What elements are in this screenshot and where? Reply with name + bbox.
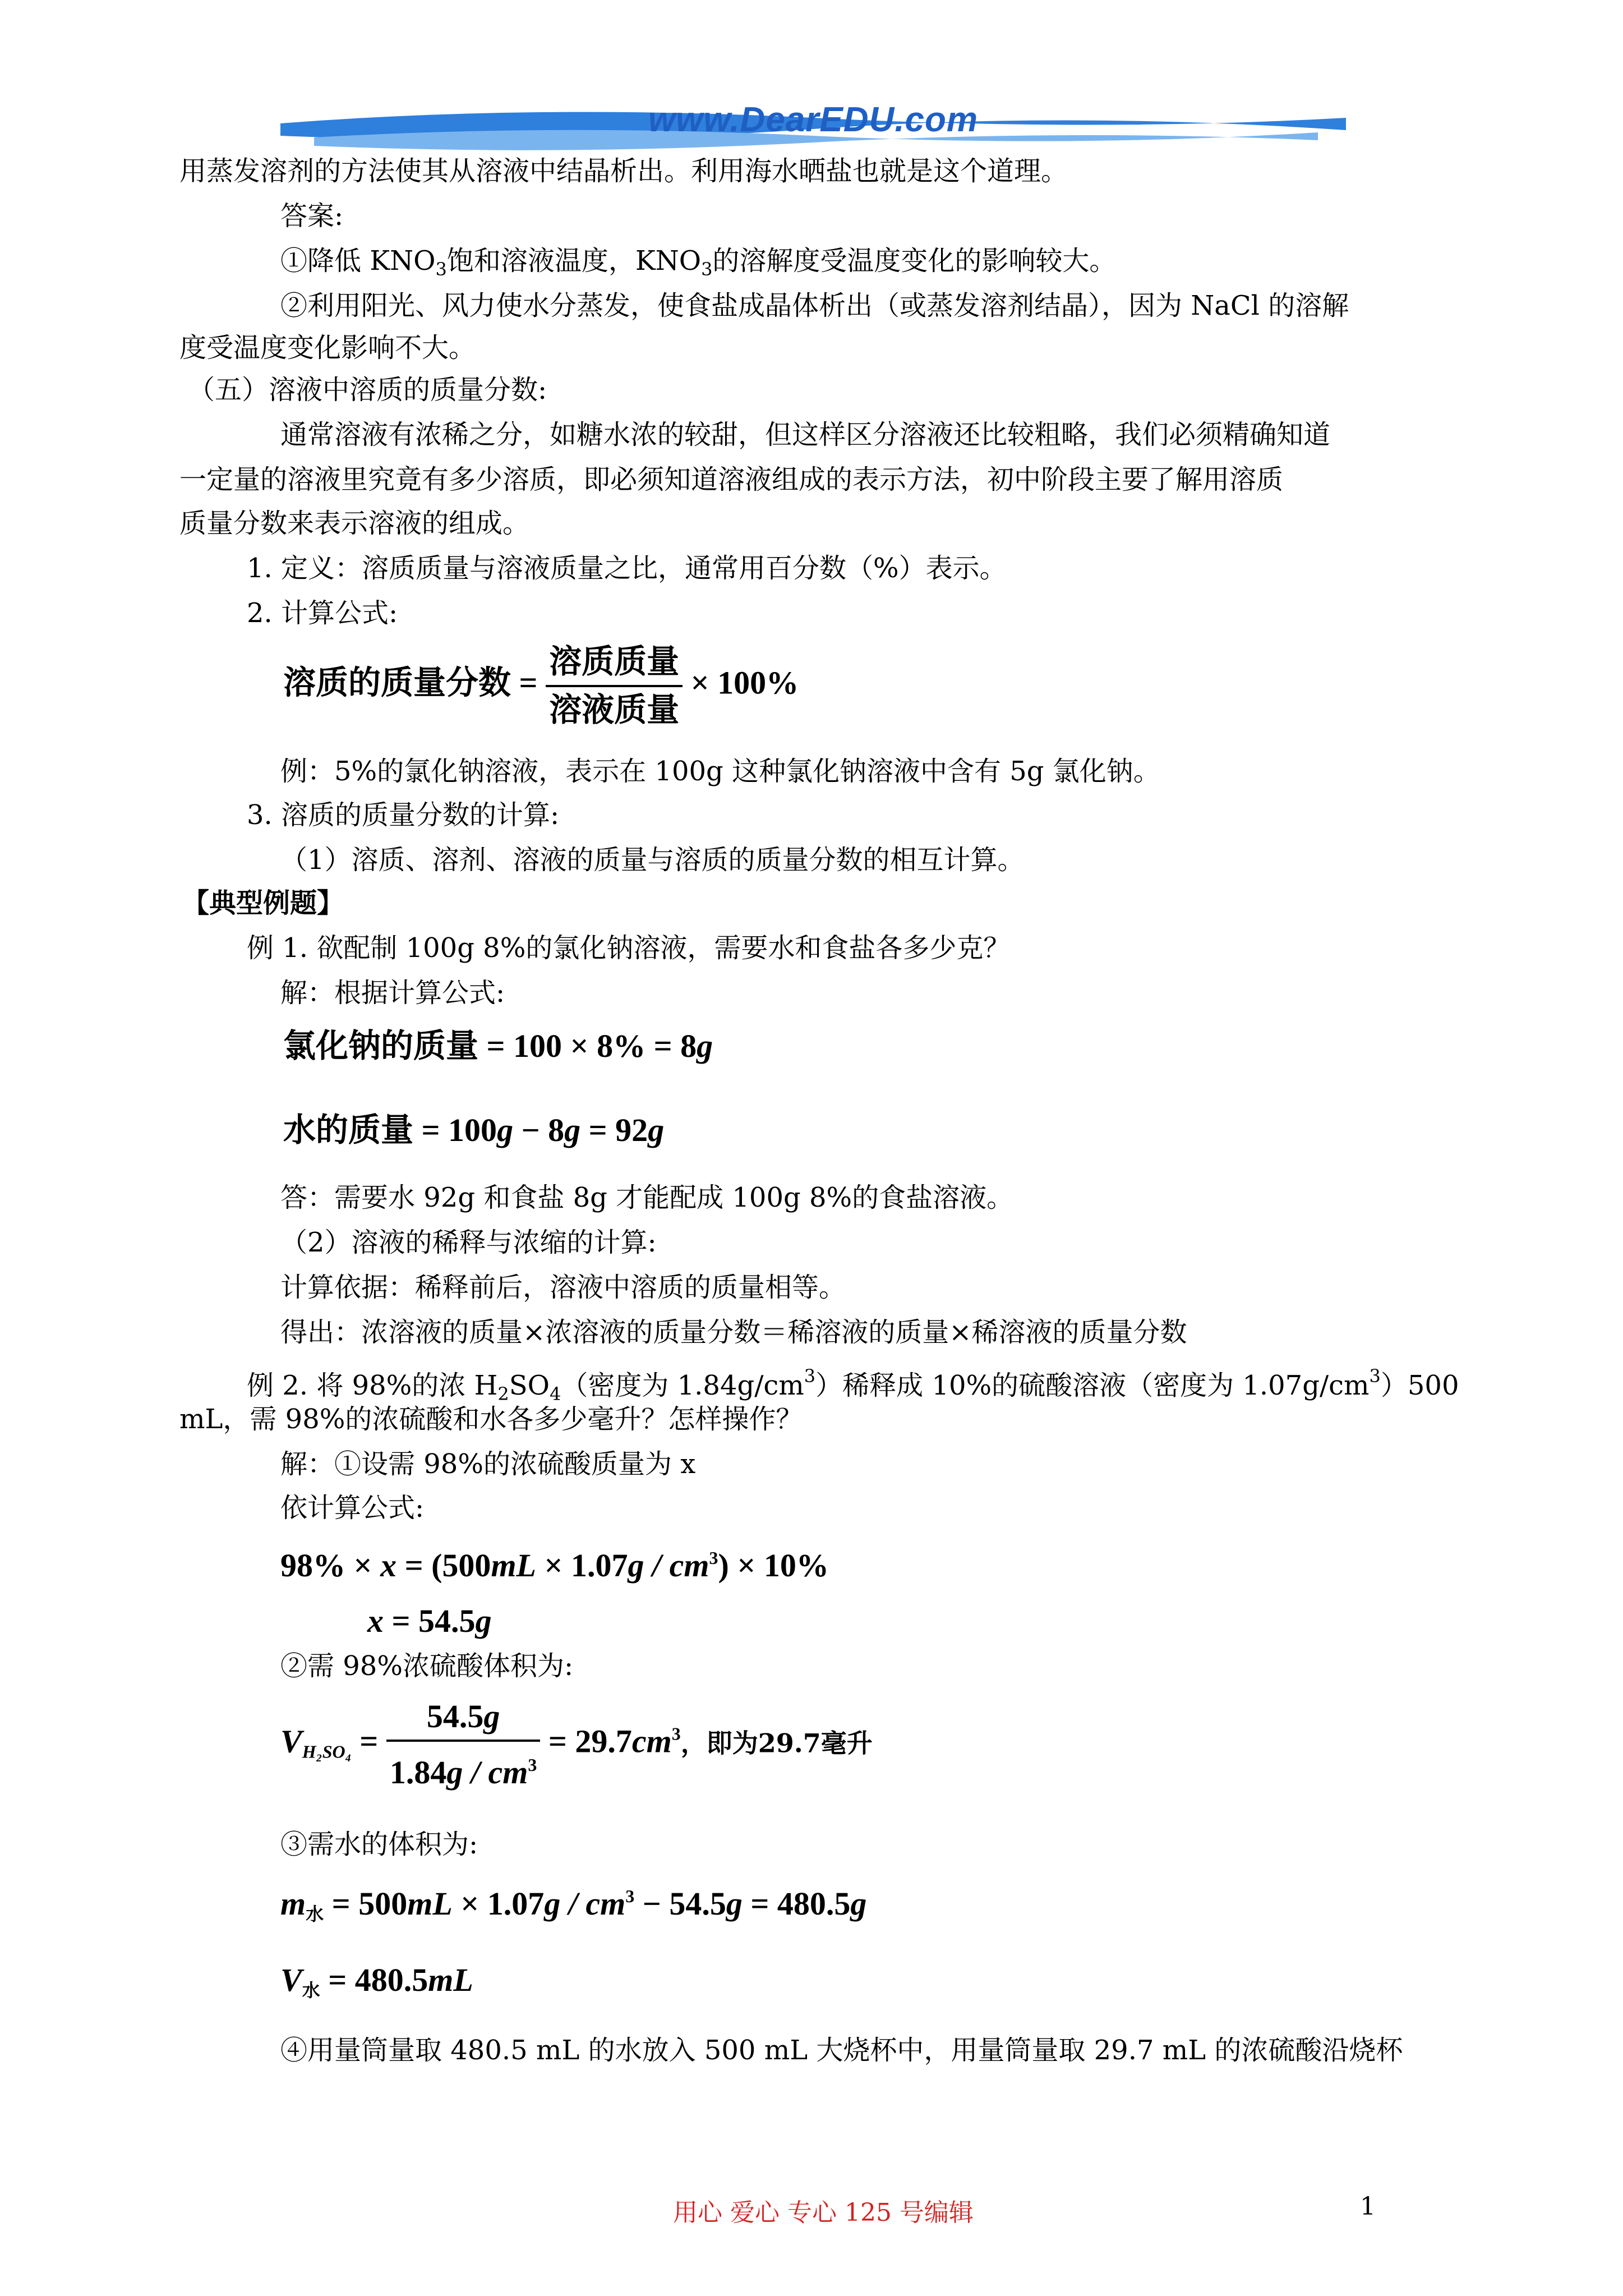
formula-water-volume: $V_水 = 480.5mL$ <box>280 1962 473 2000</box>
step-3-label: ③需水的体积为: <box>280 1829 478 1860</box>
paragraph-line: 一定量的溶液里究竟有多少溶质，即必须知道溶液组成的表示方法，初中阶段主要了解用溶质 <box>179 464 1284 495</box>
step-4-line: ④用量筒量取 480.5 mL 的水放入 500 mL 大烧杯中，用量筒量取 29.7 mL 的浓硫酸沿烧杯 <box>280 2035 1403 2066</box>
answer-2: ②利用阳光、风力使水分蒸发，使食盐成晶体析出（或蒸发溶剂结晶），因为 NaCl 的溶解 <box>280 290 1349 321</box>
footer-text: 用心 爱心 专心 125 号编辑 <box>673 2198 974 2227</box>
example-2-question: 例 2. 将 98%的浓 $H_2SO_4$（密度为 $1.84g/cm^3$）稀释成 10%的硫酸溶液（密度为 $1.07g/cm^3)500$ <box>247 1365 1459 1405</box>
step-2-label: ②需 98%浓硫酸体积为: <box>280 1650 574 1682</box>
formula-nacl-mass: 氯化钠的质量 = 100 × 8% = 8g <box>283 1028 713 1064</box>
text-line: mL，需 98%的浓硫酸和水各多少毫升？怎样操作？ <box>179 1404 803 1435</box>
text-line: 得出：浓溶液的质量×浓溶液的质量分数＝稀溶液的质量×稀溶液的质量分数 <box>280 1317 1187 1348</box>
definition-line: 1. 定义：溶质质量与溶液质量之比，通常用百分数（%）表示。 <box>247 553 1007 584</box>
example-line: 例：5%的氯化钠溶液，表示在 100g 这种氯化钠溶液中含有 5g 氯化钠。 <box>280 756 1160 787</box>
calc-heading: 3. 溶质的质量分数的计算: <box>247 799 560 831</box>
solution-line: 解：根据计算公式: <box>280 977 505 1009</box>
answer-label: 答案: <box>280 200 344 232</box>
calc-subheading: （2）溶液的稀释与浓缩的计算: <box>280 1227 657 1258</box>
formula-water-mass: 水的质量 = 100g − 8g = 92g <box>283 1112 665 1148</box>
text-line: 度受温度变化影响不大。 <box>179 332 476 364</box>
formula-x-result: x = 54.5g <box>367 1603 492 1639</box>
text-line: 依计算公式: <box>280 1492 425 1524</box>
typical-examples-heading: 【典型例题】 <box>182 887 344 919</box>
solution-line: 解：①设需 98%的浓硫酸质量为 x <box>280 1448 696 1480</box>
site-logo[interactable]: www.DearEDU.com <box>648 100 979 139</box>
text-line: 用蒸发溶剂的方法使其从溶液中结晶析出。利用海水晒盐也就是这个道理。 <box>179 155 1068 187</box>
page-number: 1 <box>1360 2192 1376 2221</box>
paragraph-line: 质量分数来表示溶液的组成。 <box>179 508 530 539</box>
formula-mass-fraction: 溶质的质量分数 = $\frac{\text{溶质质量}}{\text{溶液质量}}$ × 100% <box>283 643 799 728</box>
text-line: 计算依据：稀释前后，溶液中溶质的质量相等。 <box>280 1272 846 1303</box>
formula-heading: 2. 计算公式: <box>247 597 398 629</box>
paragraph-line: 通常溶液有浓稀之分，如糖水浓的较甜，但这样区分溶液还比较粗略，我们必须精确知道 <box>280 419 1331 450</box>
calc-subheading: （1）溶质、溶剂、溶液的质量与溶质的质量分数的相互计算。 <box>280 844 1025 876</box>
answer-line: 答：需要水 92g 和食盐 8g 才能配成 100g 8%的食盐溶液。 <box>280 1182 1014 1213</box>
section-heading: （五）溶液中溶质的质量分数: <box>188 374 547 406</box>
formula-dilution: $98\% \times x = (500mL \times 1.07g / cm^3) \times 10\%$ <box>280 1547 829 1584</box>
formula-water-mass-2: $m_水 = 500mL \times 1.07g / cm^3 - 54.5g = 480.5g$ <box>280 1885 867 1924</box>
answer-1: ①降低 $KNO_3$饱和溶液温度，$KNO_3$的溶解度受温度变化的影响较大。 <box>280 245 1117 280</box>
formula-acid-volume: $V_{H_2SO_4}$ = $\frac{54.5g}{1.84g / cm^3}$ = $29.7cm^3$，即为29.7毫升 <box>280 1698 873 1791</box>
example-1-question: 例 1. 欲配制 100g 8%的氯化钠溶液，需要水和食盐各多少克？ <box>247 932 1011 964</box>
